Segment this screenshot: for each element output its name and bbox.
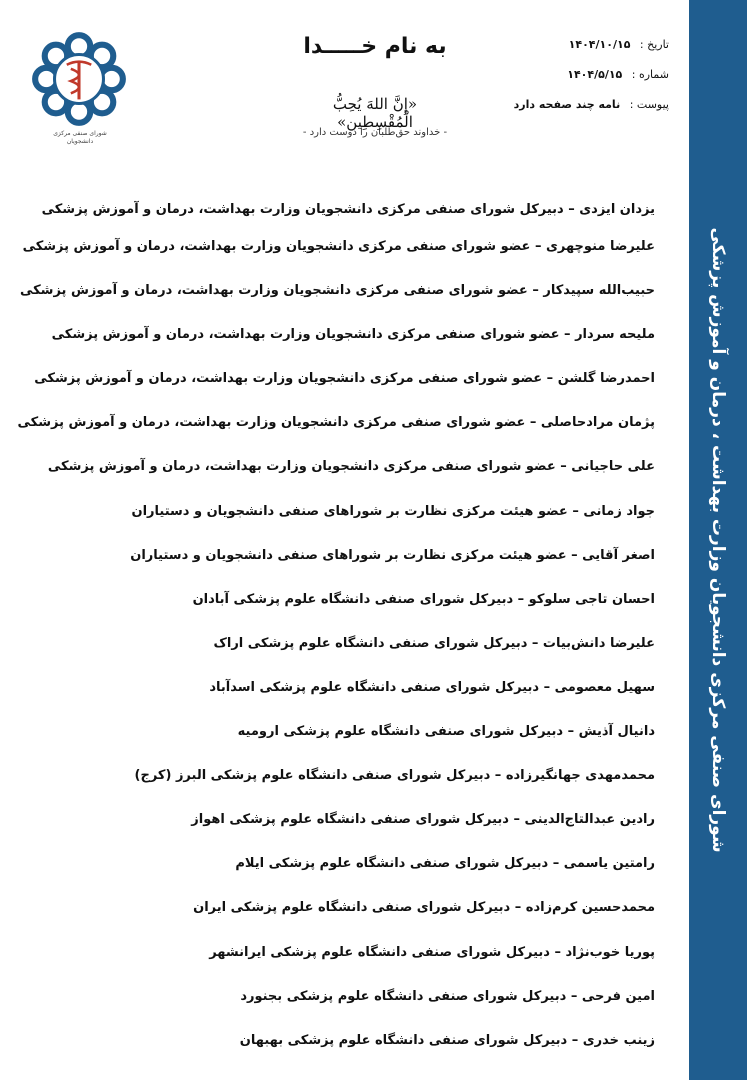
recipient-line: احمدرضا گلشن – عضو شورای صنفی مرکزی دانشجویان وزارت بهداشت، درمان و آموزش پزشکی (34, 371, 655, 387)
side-banner (689, 0, 747, 1080)
number-line (489, 68, 669, 81)
recipient-line: زینب خدری – دبیرکل شورای صنفی دانشگاه علوم پزشکی بهبهان (239, 1032, 655, 1048)
verse-translation: - خداوند حق‌طلبان را دوست دارد - (302, 127, 448, 138)
recipient-list (17, 195, 655, 1063)
attachment-line (489, 98, 669, 111)
council-logo (28, 28, 130, 130)
side-banner-text: شورای صنفی مرکزی دانشجویان وزارت بهداشت ، درمان و آموزش پزشکی (708, 227, 728, 853)
logo-caption: شورای صنفی مرکزی دانشجویان (53, 130, 107, 145)
number-value: ۱۴۰۴/۵/۱۵ (567, 68, 623, 81)
recipient-line: محمدحسین کرم‌زاده – دبیرکل شورای صنفی دانشگاه علوم پزشکی ایران (193, 900, 655, 916)
recipient-line: پوریا خوب‌نژاد – دبیرکل شورای صنفی دانشگاه علوم پزشکی ایرانشهر (209, 944, 655, 960)
recipient-line: ملیحه سردار – عضو شورای صنفی مرکزی دانشجویان وزارت بهداشت، درمان و آموزش پزشکی (51, 327, 655, 343)
recipient-line: رامتین یاسمی – دبیرکل شورای صنفی دانشگاه علوم پزشکی ایلام (235, 856, 655, 872)
date-line (489, 38, 669, 51)
recipient-line: اصغر آقایی – عضو هیئت مرکزی نظارت بر شوراهای صنفی دانشجویان و دستیاران (130, 547, 655, 563)
recipient-line: احسان تاجی سلوکو – دبیرکل شورای صنفی دانشگاه علوم پزشکی آبادان (192, 591, 655, 607)
page-title: به نام خـــــدا (303, 34, 447, 59)
number-label: شماره : (631, 68, 669, 81)
recipient-line: یزدان ایزدی – دبیرکل شورای صنفی مرکزی دانشجویان وزارت بهداشت، درمان و آموزش پزشکی (41, 202, 655, 217)
recipient-line: دانیال آذیش – دبیرکل شورای صنفی دانشگاه علوم پزشکی ارومیه (237, 724, 655, 740)
recipient-line: سهیل معصومی – دبیرکل شورای صنفی دانشگاه علوم پزشکی اسدآباد (209, 679, 655, 695)
recipient-line: حبیب‌الله سپیدکار – عضو شورای صنفی مرکزی دانشجویان وزارت بهداشت، درمان و آموزش پزشکی (19, 283, 655, 299)
recipient-line: علی حاجیانی – عضو شورای صنفی مرکزی دانشجویان وزارت بهداشت، درمان و آموزش پزشکی (47, 459, 655, 475)
recipient-line: محمدمهدی جهانگیرزاده – دبیرکل شورای صنفی دانشگاه علوم پزشکی البرز (کرج) (134, 768, 655, 784)
attachment-value: نامه چند صفحه دارد (513, 98, 621, 111)
attachment-label: پیوست : (629, 98, 669, 111)
recipient-line: جواد زمانی – عضو هیئت مرکزی نظارت بر شوراهای صنفی دانشجویان و دستیاران (131, 503, 655, 519)
verse: «إِنَّ اللهَ يُحِبُّ الْمُقْسِطِين» (332, 95, 418, 131)
recipient-line: پژمان مرادحاصلی – عضو شورای صنفی مرکزی دانشجویان وزارت بهداشت، درمان و آموزش پزشکی (17, 415, 655, 431)
date-value: ۱۴۰۴/۱۰/۱۵ (568, 38, 631, 51)
recipient-line: علیرضا دانش‌بیات – دبیرکل شورای صنفی دانشگاه علوم پزشکی اراک (213, 635, 655, 651)
date-label: تاریخ : (639, 38, 669, 51)
recipient-line: رادین عبدالتاج‌الدینی – دبیرکل شورای صنفی دانشگاه علوم پزشکی اهواز (191, 812, 655, 828)
recipient-line: امین فرحی – دبیرکل شورای صنفی دانشگاه علوم پزشکی بجنورد (240, 988, 655, 1004)
recipient-line: علیرضا منوچهری – عضو شورای صنفی مرکزی دانشجویان وزارت بهداشت، درمان و آموزش پزشکی (22, 239, 655, 254)
